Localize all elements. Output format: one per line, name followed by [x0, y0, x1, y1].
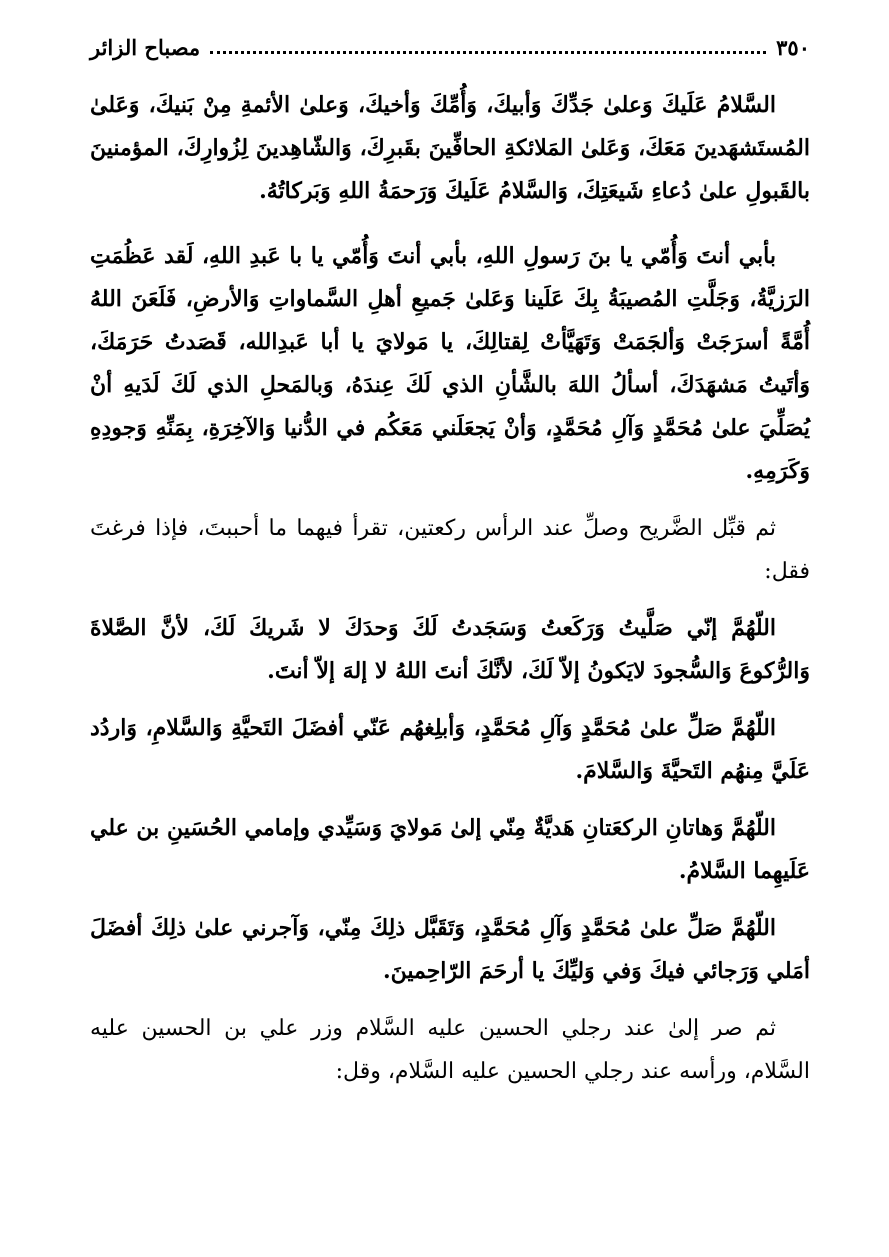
prayer-paragraph-1: اللّهُمَّ إنّي صَلَّيتُ وَرَكَعتُ وَسَجَدتُ لَكَ وَحدَكَ لا شَريكَ لَكَ، لأنَّ الصَّلاةَ وَالرُّكوعَ وَالسُّجودَ لايَكونُ إلاّ لَكَ، لأنَّكَ أنتَ اللهُ لا إلهَ إلاّ أنتَ. [90, 615, 810, 684]
page-header [90, 30, 810, 64]
prayer-paragraph-4: اللّهُمَّ صَلِّ علىٰ مُحَمَّدٍ وَآلِ مُحَمَّدٍ، وَتَقَبَّل ذلِكَ مِنّي، وَآجرني علىٰ ذلِكَ أفضَلَ أمَلي وَرَجائي فيكَ وَفي وَليِّكَ يا أرحَمَ الرّاحِمينَ. [90, 915, 810, 984]
lament-paragraph: بأبي أنتَ وَأُمّي يا بنَ رَسولِ اللهِ، بأبي أنتَ وَأُمّي يا با عَبدِ اللهِ، لَقد عَظُمَتِ الرَزيَّةُ، وَجَلَّتِ المُصيبَةُ بِكَ عَلَينا وَعَلىٰ جَميعِ أهلِ السَّماواتِ وَالأرضِ، فَلَعَنَ اللهُ أُمَّةً أسرَجَتْ وَألجَمَتْ وَتَهَيَّأتْ لِقتالِكَ، يا مَولايَ يا أبا عَبدِالله، قَصَدتُ حَرَمَكَ، وَأتَيتُ مَشهَدَكَ، أسألُ اللهَ بالشَّأنِ الذي لَكَ عِندَهُ، وَبالمَحلِ الذي لَكَ لَدَيهِ أنْ يُصَلِّيَ علىٰ مُحَمَّدٍ وَآلِ مُحَمَّدٍ، وَأنْ يَجعَلَني مَعَكُم في الدُّنيا وَالآخِرَةِ، بِمَنِّهِ وَجودِهِ وَكَرَمِهِ. [90, 243, 810, 484]
salutation-paragraph: السَّلامُ عَلَيكَ وَعلىٰ جَدِّكَ وَأبيكَ، وَأُمِّكَ وَأخيكَ، وَعلىٰ الأئمةِ مِنْ بَنيكَ، وَعَلىٰ المُستَشهَدينَ مَعَكَ، وَعَلىٰ المَلائكةِ الحافِّينَ بقَبرِكَ، وَالشّاهِدينَ لِزُوارِكَ، المؤمنينَ بالقَبولِ علىٰ دُعاءِ شَيعَتِكَ، وَالسَّلامُ عَلَيكَ وَرَحمَةُ اللهِ وَبَركاتُهُ. [90, 92, 810, 204]
page-number: ٣٥٠ [776, 34, 810, 60]
book-title: مصباح الزائر [90, 34, 201, 60]
prayer-paragraph-3: اللّهُمَّ وَهاتانِ الركعَتانِ هَديَّةٌ مِنّي إلىٰ مَولايَ وَسَيِّدي وإمامي الحُسَينِ بن علي عَلَيهِما السَّلامُ. [90, 815, 810, 884]
instruction-paragraph: ثم قبِّل الضَّريح وصلِّ عند الرأس ركعتين، تقرأ فيهما ما أحببتَ، فإذا فرغتَ فقل: [90, 516, 810, 584]
instruction-paragraph-2: ثم صر إلىٰ عند رجلي الحسين عليه السَّلام وزر علي بن الحسين عليه السَّلام، ورأسه عند رجلي الحسين عليه السَّلام، وقل: [90, 1016, 810, 1084]
page-body [90, 84, 810, 1107]
prayer-paragraph-2: اللّهُمَّ صَلِّ علىٰ مُحَمَّدٍ وَآلِ مُحَمَّدٍ، وَأبلِغهُم عَنّي أفضَلَ التَحيَّةِ وَالسَّلامِ، وَاردُد عَلَيَّ مِنهُم التَحيَّةَ وَالسَّلامَ. [90, 715, 810, 784]
header-dotted-leader [210, 51, 766, 54]
